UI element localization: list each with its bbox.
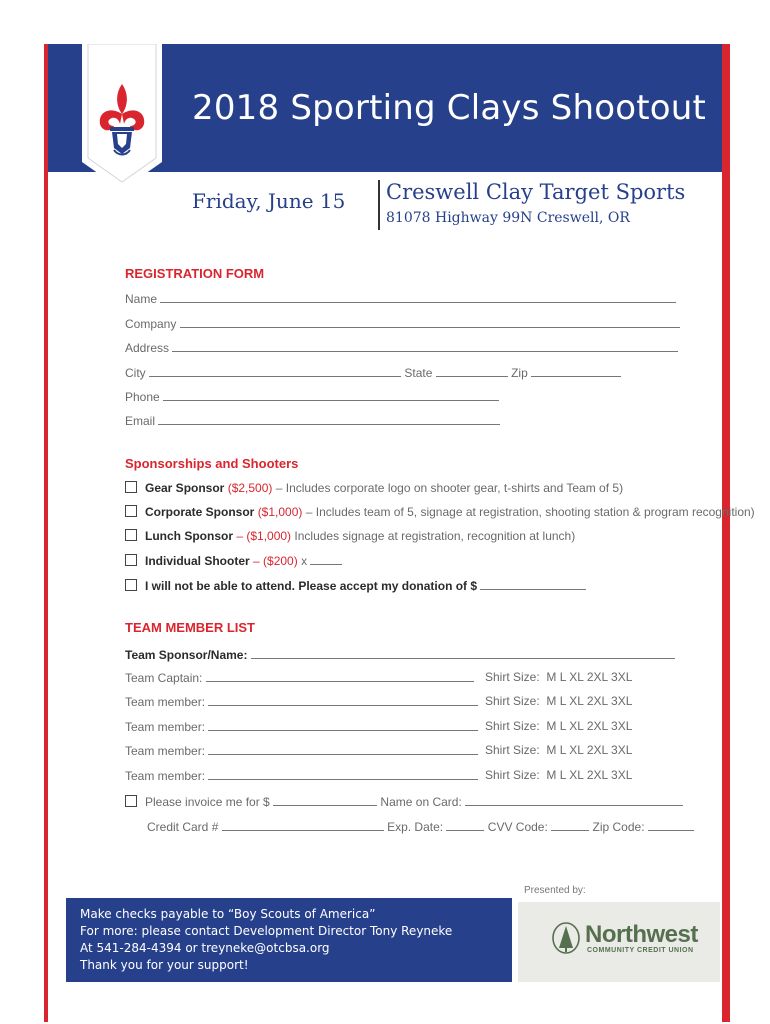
team-member-blank[interactable]	[208, 743, 478, 755]
name-field[interactable]	[125, 291, 676, 306]
team-member-field[interactable]	[125, 743, 478, 758]
venue-address: 81078 Highway 99N Creswell, OR	[386, 210, 630, 226]
option-name: Gear Sponsor	[145, 481, 225, 495]
team-captain-blank[interactable]	[206, 670, 474, 682]
zip-blank[interactable]	[531, 365, 621, 377]
option-price: ($2,500)	[227, 481, 273, 495]
corporate-sponsor-checkbox[interactable]	[125, 505, 137, 517]
city-blank[interactable]	[149, 365, 401, 377]
state-blank[interactable]	[436, 365, 508, 377]
company-label: Company	[125, 317, 177, 331]
shirt-size-row[interactable]	[485, 743, 632, 757]
option-price: – ($1,000)	[236, 529, 292, 543]
team-sponsor-blank[interactable]	[251, 647, 675, 659]
gear-sponsor-option[interactable]	[125, 481, 623, 495]
address-blank[interactable]	[172, 340, 678, 352]
shirt-size-options[interactable]: M L XL 2XL 3XL	[546, 768, 633, 782]
team-member-blank[interactable]	[208, 694, 478, 706]
team-captain-field[interactable]	[125, 670, 474, 685]
option-detail: – Includes team of 5, signage at registration, shooting station & program recognition)	[305, 505, 755, 519]
left-red-border	[44, 44, 48, 1022]
team-member-label: Team member:	[125, 720, 206, 734]
option-name: Lunch Sponsor	[145, 529, 233, 543]
team-sponsor-field[interactable]	[125, 647, 675, 662]
zip-label: Zip	[511, 366, 528, 380]
option-name: Corporate Sponsor	[145, 505, 255, 519]
individual-shooter-option[interactable]	[125, 553, 342, 568]
option-price: – ($200)	[253, 554, 298, 568]
sponsor-name: Northwest	[585, 921, 698, 948]
lunch-sponsor-checkbox[interactable]	[125, 529, 137, 541]
sponsor-subtitle: COMMUNITY CREDIT UNION	[587, 947, 694, 954]
phone-blank[interactable]	[163, 389, 499, 401]
credit-card-blank[interactable]	[222, 819, 384, 831]
donation-amount-blank[interactable]	[480, 578, 586, 590]
option-name: Individual Shooter	[145, 554, 250, 568]
shirt-size-row[interactable]	[485, 768, 632, 782]
shirt-size-options[interactable]: M L XL 2XL 3XL	[546, 694, 633, 708]
team-member-field[interactable]	[125, 694, 478, 709]
name-on-card-label: Name on Card:	[380, 795, 462, 809]
exp-date-blank[interactable]	[446, 819, 484, 831]
option-price: ($1,000)	[257, 505, 303, 519]
shooter-count-blank[interactable]	[310, 553, 342, 565]
team-member-label: Team member:	[125, 695, 206, 709]
email-blank[interactable]	[158, 413, 500, 425]
team-heading: TEAM MEMBER LIST	[125, 620, 255, 635]
invoice-amount-blank[interactable]	[273, 794, 377, 806]
cvv-blank[interactable]	[551, 819, 589, 831]
address-label: Address	[125, 341, 170, 355]
exp-date-label: Exp. Date:	[387, 820, 444, 834]
email-label: Email	[125, 414, 156, 428]
venue-name: Creswell Clay Target Sports	[386, 180, 686, 204]
sponsorships-heading: Sponsorships and Shooters	[125, 456, 299, 471]
team-sponsor-label: Team Sponsor/Name:	[125, 648, 248, 662]
team-member-field[interactable]	[125, 768, 478, 783]
footer-line: For more: please contact Development Director Tony Reyneke	[80, 924, 453, 938]
invoice-row[interactable]	[125, 794, 683, 809]
zip-code-blank[interactable]	[648, 819, 694, 831]
event-date: Friday, June 15	[192, 189, 346, 213]
option-name: I will not be able to attend. Please accept my donation of $	[145, 579, 478, 593]
registration-heading: REGISTRATION FORM	[125, 266, 265, 281]
fleur-de-lis-icon	[82, 44, 162, 190]
team-member-label: Team member:	[125, 769, 206, 783]
team-member-blank[interactable]	[208, 768, 478, 780]
zip-code-label: Zip Code:	[592, 820, 645, 834]
name-blank[interactable]	[160, 291, 676, 303]
header-divider	[378, 180, 380, 230]
right-red-border	[722, 44, 730, 1022]
donation-option[interactable]	[125, 578, 586, 593]
option-detail: Includes signage at registration, recognition at lunch)	[294, 529, 576, 543]
name-on-card-blank[interactable]	[465, 794, 683, 806]
shirt-size-options[interactable]: M L XL 2XL 3XL	[546, 719, 633, 733]
individual-shooter-checkbox[interactable]	[125, 554, 137, 566]
state-label: State	[404, 366, 433, 380]
invoice-label: Please invoice me for $	[145, 795, 270, 809]
shirt-size-row[interactable]	[485, 694, 632, 708]
name-label: Name	[125, 292, 158, 306]
shirt-size-label: Shirt Size:	[485, 719, 540, 733]
shirt-size-row[interactable]	[485, 719, 632, 733]
footer-line: Make checks payable to “Boy Scouts of America”	[80, 907, 376, 921]
footer-line: Thank you for your support!	[80, 958, 249, 972]
phone-field[interactable]	[125, 389, 499, 404]
team-member-field[interactable]	[125, 719, 478, 734]
address-field[interactable]	[125, 340, 678, 355]
team-member-blank[interactable]	[208, 719, 478, 731]
phone-label: Phone	[125, 390, 160, 404]
shirt-size-label: Shirt Size:	[485, 694, 540, 708]
shirt-size-options[interactable]: M L XL 2XL 3XL	[546, 670, 633, 684]
option-detail: x	[301, 554, 308, 568]
team-member-label: Team member:	[125, 744, 206, 758]
lunch-sponsor-option[interactable]	[125, 529, 575, 543]
invoice-checkbox[interactable]	[125, 795, 137, 807]
donation-checkbox[interactable]	[125, 579, 137, 591]
company-field[interactable]	[125, 316, 680, 331]
shirt-size-label: Shirt Size:	[485, 743, 540, 757]
shirt-size-label: Shirt Size:	[485, 670, 540, 684]
shirt-size-options[interactable]: M L XL 2XL 3XL	[546, 743, 633, 757]
card-details-row[interactable]	[147, 819, 694, 834]
option-detail: – Includes corporate logo on shooter gear, t-shirts and Team of 5)	[275, 481, 624, 495]
city-state-zip-row[interactable]	[125, 365, 621, 380]
city-label: City	[125, 366, 146, 380]
shirt-size-row[interactable]	[485, 670, 632, 684]
company-blank[interactable]	[180, 316, 680, 328]
footer-line: At 541-284-4394 or treyneke@otcbsa.org	[80, 941, 330, 955]
page-title: 2018 Sporting Clays Shootout	[192, 88, 707, 128]
presented-by-label: Presented by:	[524, 885, 586, 896]
cvv-label: CVV Code:	[487, 820, 548, 834]
email-field[interactable]	[125, 413, 500, 428]
gear-sponsor-checkbox[interactable]	[125, 481, 137, 493]
credit-card-label: Credit Card #	[147, 820, 219, 834]
pine-tree-icon	[552, 922, 580, 956]
shirt-size-label: Shirt Size:	[485, 768, 540, 782]
corporate-sponsor-option[interactable]	[125, 505, 755, 519]
team-captain-label: Team Captain:	[125, 671, 203, 685]
